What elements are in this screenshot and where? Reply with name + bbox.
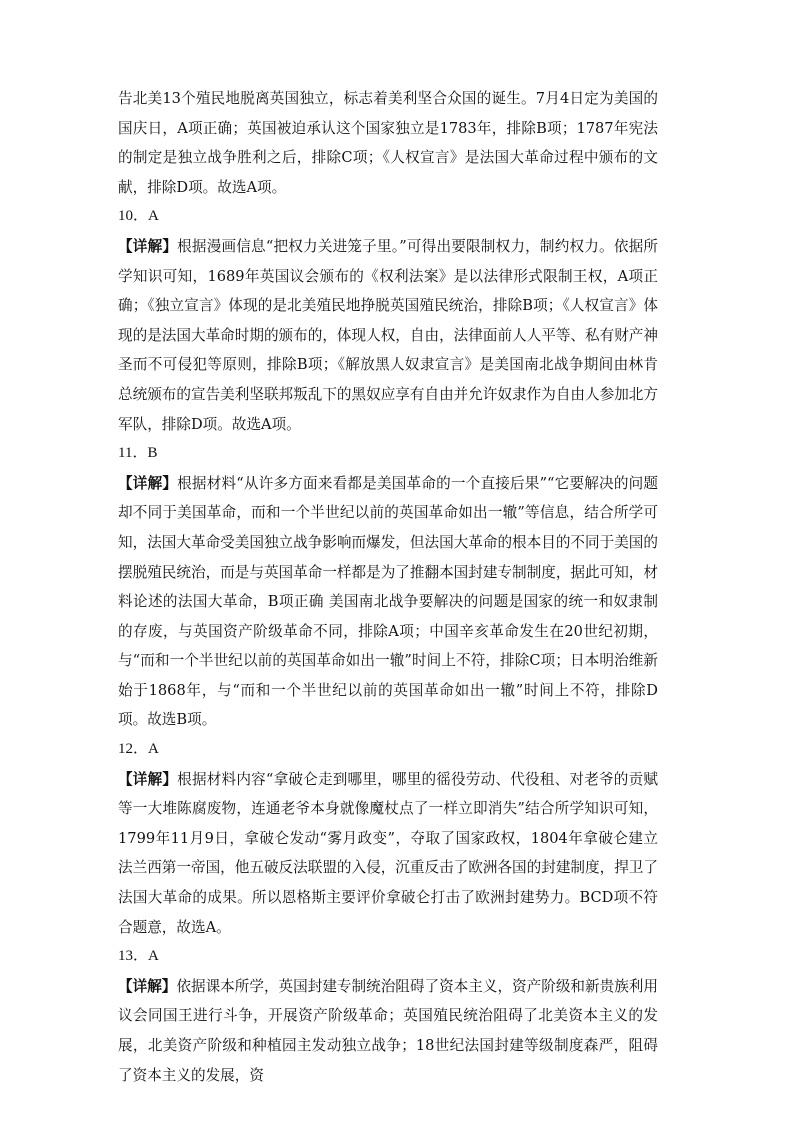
answer-number-10: 10．A	[118, 208, 159, 225]
explanation-tag: 【详解】	[118, 770, 178, 788]
explanation-11	[118, 469, 658, 735]
explanation-tag: 【详解】	[118, 474, 178, 492]
answer-number-12: 12．A	[118, 741, 159, 758]
explanation-text: 根据材料“从许多方面来看都是美国革命的一个直接后果”“它要解决的问题却不同于美国革命，而和一个半世纪以前的英国革命如出一辙”等信息，结合所学可知，法国大革命受美国独立战争影响而爆发，但法国大革命的根本目的不同于美国的摆脱殖民统治，而是与英国革命一样都是为了推翻本国封建专制制度，据此可知，材料论述的法国大革命，B项正确 美国南北战争要解决的问题是国家的统一和奴隶制的存废，与英国资产阶级革命不同，排除A项；中国辛亥革命发生在20世纪初期，与“而和一个半世纪以前的英国革命如出一辙”时间上不符，排除C项；日本明治维新始于1868年，与“而和一个半世纪以前的英国革命如出一辙”时间上不符，排除D项。故选B项。	[118, 474, 658, 729]
explanation-text: 根据漫画信息“把权力关进笼子里。”可得出要限制权力，制约权力。依据所学知识可知，1689年英国议会颁布的《权利法案》是以法律形式限制王权，A项正确；《独立宣言》体现的是北美殖民地挣脱英国殖民统治，排除B项；《人权宣言》体现的是法国大革命时期的颁布的，体现人权，自由，法律面前人人平等、私有财产神圣而不可侵犯等原则，排除B项；《解放黑人奴隶宣言》是美国南北战争期间由林肯总统颁布的宣告美利坚联邦叛乱下的黑奴应享有自由并允许奴隶作为自由人参加北方军队，排除D项。故选A项。	[118, 237, 658, 433]
explanation-tag: 【详解】	[118, 977, 177, 995]
answer-number-13: 13．A	[118, 948, 159, 965]
explanation-12	[118, 765, 658, 943]
explanation-13	[118, 972, 658, 1090]
explanation-10	[118, 232, 658, 439]
intro-paragraph: 告北美13个殖民地脱离英国独立，标志着美利坚合众国的诞生。7月4日定为美国的国庆日，A项正确；英国被迫承认这个国家独立是1783年，排除B项；1787年宪法的制定是独立战争胜利之后，排除C项；《人权宣言》是法国大革命过程中颁布的文献，排除D项。故选A项。	[118, 90, 658, 196]
answer-number-11: 11．B	[118, 445, 158, 462]
document-body	[118, 84, 658, 1090]
explanation-text: 根据材料内容“拿破仑走到哪里，哪里的徭役劳动、代役租、对老爷的贡赋等一大堆陈腐废物，连通老爷本身就像魔杖点了一样立即消失”结合所学知识可知，1799年11月9日，拿破仑发动“雾月政变”，夺取了国家政权，1804年拿破仑建立法兰西第一帝国，他五破反法联盟的入侵，沉重反击了欧洲各国的封建制度，捍卫了法国大革命的成果。所以恩格斯主要评价拿破仑打击了欧洲封建势力。BCD项不符合题意，故选A。	[118, 770, 658, 936]
explanation-text: 依据课本所学，英国封建专制统治阻碍了资本主义，资产阶级和新贵族利用议会同国王进行斗争，开展资产阶级革命；英国殖民统治阻碍了北美资本主义的发展，北美资产阶级和种植园主发动独立战争；18世纪法国封建等级制度森严，阻碍了资本主义的发展，资	[118, 977, 658, 1084]
explanation-tag: 【详解】	[118, 237, 178, 255]
